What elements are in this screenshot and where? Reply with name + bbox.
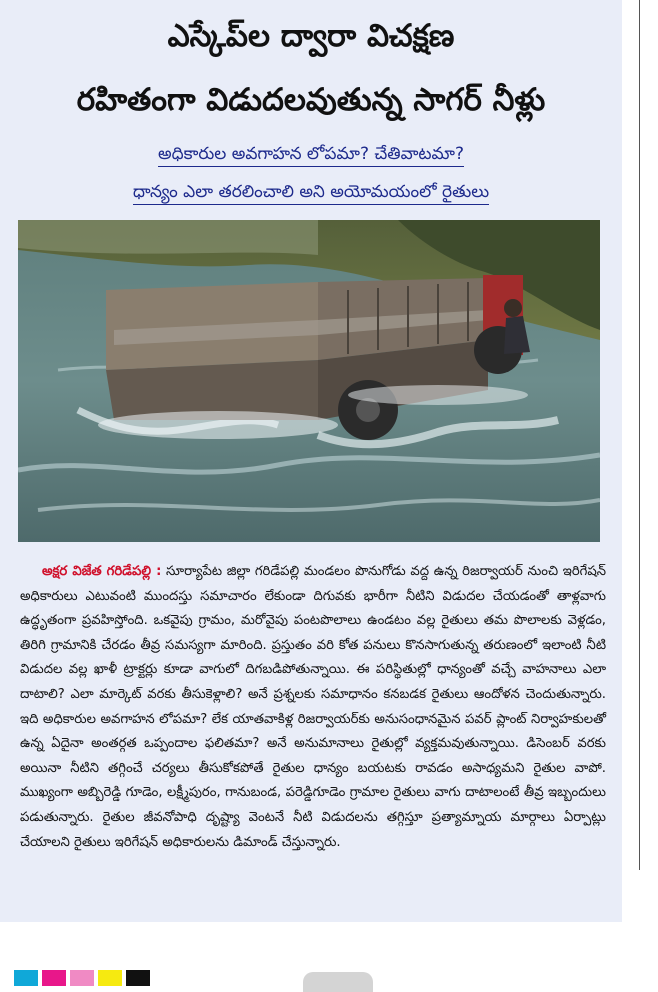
article-body — [20, 560, 606, 855]
page-tab-marker — [303, 972, 373, 992]
news-photo-tractor-in-river — [18, 220, 600, 542]
swatch-pink — [70, 970, 94, 986]
article-byline: అక్షర విజేత గరిడేపల్లి : — [42, 564, 162, 579]
color-registration-swatches — [14, 970, 150, 986]
subheadline-2 — [0, 178, 622, 206]
headline-line-1: ఎస్కేప్‌ల ద్వారా విచక్షణ — [167, 18, 455, 54]
swatch-cyan — [14, 970, 38, 986]
swatch-black — [126, 970, 150, 986]
headline-line-2: రహితంగా విడుదలవుతున్న సాగర్ నీళ్లు — [76, 82, 546, 118]
subheadline-1 — [0, 140, 622, 168]
swatch-yellow — [98, 970, 122, 986]
subheadline-1-text: అధికారుల అవగాహన లోపమా? చేతివాటమా? — [158, 144, 464, 167]
article-body-text: సూర్యాపేట జిల్లా గరిడేపల్లి మండలం పొనుగోడు వద్ద ఉన్న రిజర్వాయర్ నుంచి ఇరిగేషన్ అధికారులు ఎటువంటి ముందస్తు సమాచారం లేకుండా దిగువకు భారీగా నీటిని విడుదల చేయడంతో తాళ్లవాగు ఉద్ధృతంగా ప్రవహిస్తోంది. ఒకవైపు గ్రామం, మరోవైపు పంటపొలాలు ఉండటం వల్ల రైతులు తమ పొలాలకు వెళ్లడం, తిరిగి గ్రామానికి చేరడం తీవ్ర సమస్యగా మారింది. ప్రస్తుతం వరి కోత పనులు కొనసాగుతున్న తరుణంలో ఇలాంటి నీటి విడుదల వల్ల ఖాళీ ట్రాక్టర్లు కూడా వాగులో దిగబడిపోతున్నాయి. ఈ పరిస్థితుల్లో ధాన్యంతో వచ్చే వాహనాలు ఎలా దాటాలి? ఎలా మార్కెట్ వరకు తీసుకెళ్లాలి? అనే ప్రశ్నలకు సమాధానం కనబడక రైతులు ఆందోళన చెందుతున్నారు. ఇది అధికారుల అవగాహన లోపమా? లేక యాతవాకిళ్ల రిజర్వాయర్‌కు అనుసంధానమైన పవర్ ప్లాంట్ నిర్వాహకులతో ఉన్న ఏదైనా అంతర్గత ఒప్పందాల ఫలితమా? అనే అనుమానాలు రైతుల్లో వ్యక్తమవుతున్నాయి. డిసెంబర్ వరకు అయినా నీటిని తగ్గించే చర్యలు తీసుకోకపోతే రైతుల ధాన్యం బయటకు రావడం అసాధ్యమని రైతుల వాపో. ముఖ్యంగా అబ్బిరెడ్డి గూడెం, లక్ష్మీపురం, గానుబండ, పరెడ్డిగూడెం గ్రామాల రైతులు వాగు దాటాలంటే తీవ్ర ఇబ్బందులు పడుతున్నారు. రైతుల జీవనోపాధి దృష్ట్యా వెంటనే నీటి విడుదలను తగ్గిస్తూ ప్రత్యామ్నాయ మార్గాలు ఏర్పాట్లు చేయాలని రైతులు ఇరిగేషన్ అధికారులను డిమాండ్ చేస్తున్నారు. — [20, 564, 606, 850]
swatch-magenta — [42, 970, 66, 986]
article-indent — [20, 564, 42, 579]
subheadline-2-text: ధాన్యం ఎలా తరలించాలి అని అయోమయంలో రైతులు — [133, 182, 489, 205]
column-divider — [639, 0, 640, 870]
